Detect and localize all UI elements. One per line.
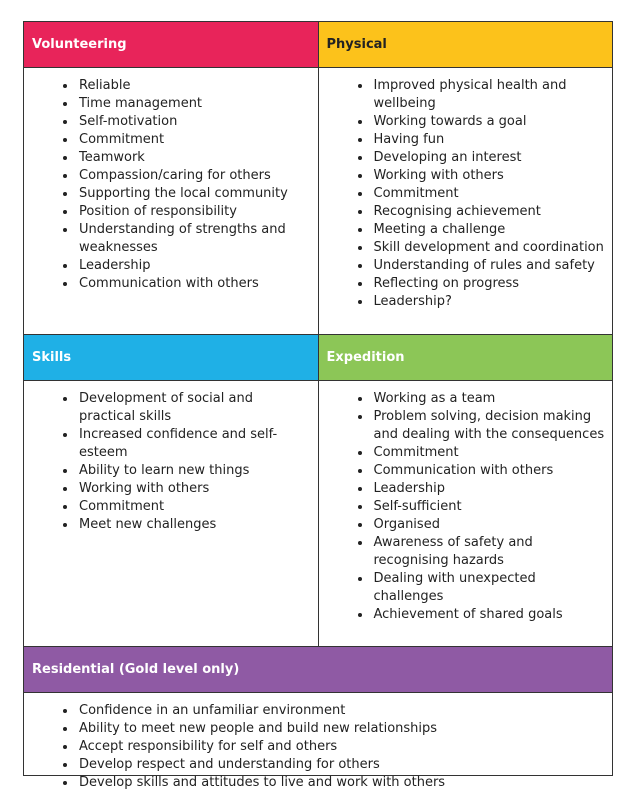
skills-list [24, 381, 318, 542]
list-item: • Leadership [372, 480, 607, 498]
expedition-title: Expedition [326, 350, 405, 365]
list-item: • Commitment [372, 185, 607, 203]
list-item: • Having fun [372, 131, 607, 149]
list-item: • Working with others [372, 167, 607, 185]
body-row-1 [24, 68, 612, 335]
list-item: • Problem solving, decision making and dealing with the consequences [372, 408, 607, 444]
residential-header [24, 647, 612, 692]
expedition-header [318, 335, 613, 380]
list-item: • Commitment [372, 444, 607, 462]
body-row-2 [24, 381, 612, 647]
list-item: • Self-motivation [77, 113, 312, 131]
list-item: • Increased confidence and self-esteem [77, 426, 312, 462]
body-row-3 [24, 693, 612, 800]
list-item: • Position of responsibility [77, 203, 312, 221]
volunteering-list [24, 68, 318, 301]
header-row-1 [24, 22, 612, 68]
list-item: • Supporting the local community [77, 185, 312, 203]
list-item: • Awareness of safety and recognising hazards [372, 534, 607, 570]
list-item: • Commitment [77, 498, 312, 516]
list-item: • Develop respect and understanding for others [77, 756, 606, 774]
list-item: • Ability to meet new people and build new relationships [77, 720, 606, 738]
list-item: • Developing an interest [372, 149, 607, 167]
physical-header [318, 22, 613, 67]
header-row-2 [24, 335, 612, 381]
list-item: • Dealing with unexpected challenges [372, 570, 607, 606]
list-item: • Recognising achievement [372, 203, 607, 221]
volunteering-body [24, 68, 318, 334]
benefits-table [23, 21, 613, 790]
list-item: • Working as a team [372, 390, 607, 408]
list-item: • Meeting a challenge [372, 221, 607, 239]
skills-title: Skills [32, 350, 72, 365]
list-item: • Working towards a goal [372, 113, 607, 131]
list-item: • Skill development and coordination [372, 239, 607, 257]
list-item: • Self-sufficient [372, 498, 607, 516]
list-item: • Understanding of rules and safety [372, 257, 607, 275]
list-item: • Reflecting on progress [372, 275, 607, 293]
list-item: • Improved physical health and wellbeing [372, 77, 607, 113]
expedition-body [318, 381, 613, 646]
list-item: • Develop skills and attitudes to live and work with others [77, 774, 606, 792]
volunteering-header [24, 22, 318, 67]
physical-list [319, 68, 613, 319]
list-item: • Compassion/caring for others [77, 167, 312, 185]
list-item: • Communication with others [77, 275, 312, 293]
physical-body [318, 68, 613, 334]
list-item: • Reliable [77, 77, 312, 95]
residential-list [24, 693, 612, 800]
list-item: • Commitment [77, 131, 312, 149]
expedition-list [319, 381, 613, 632]
list-item: • Achievement of shared goals [372, 606, 607, 624]
volunteering-title: Volunteering [32, 37, 127, 52]
list-item: • Working with others [77, 480, 312, 498]
residential-body [24, 693, 612, 800]
residential-title: Residential (Gold level only) [32, 662, 240, 677]
list-item: • Organised [372, 516, 607, 534]
list-item: • Development of social and practical skills [77, 390, 312, 426]
header-row-3 [24, 647, 612, 693]
list-item: • Teamwork [77, 149, 312, 167]
list-item: • Leadership [77, 257, 312, 275]
physical-title: Physical [326, 37, 387, 52]
list-item: • Confidence in an unfamiliar environment [77, 702, 606, 720]
list-item: • Understanding of strengths and weaknesses [77, 221, 312, 257]
skills-header [24, 335, 318, 380]
list-item: • Ability to learn new things [77, 462, 312, 480]
list-item: • Communication with others [372, 462, 607, 480]
list-item: • Meet new challenges [77, 516, 312, 534]
skills-body [24, 381, 318, 646]
list-item: • Time management [77, 95, 312, 113]
list-item: • Leadership? [372, 293, 607, 311]
list-item: • Accept responsibility for self and others [77, 738, 606, 756]
